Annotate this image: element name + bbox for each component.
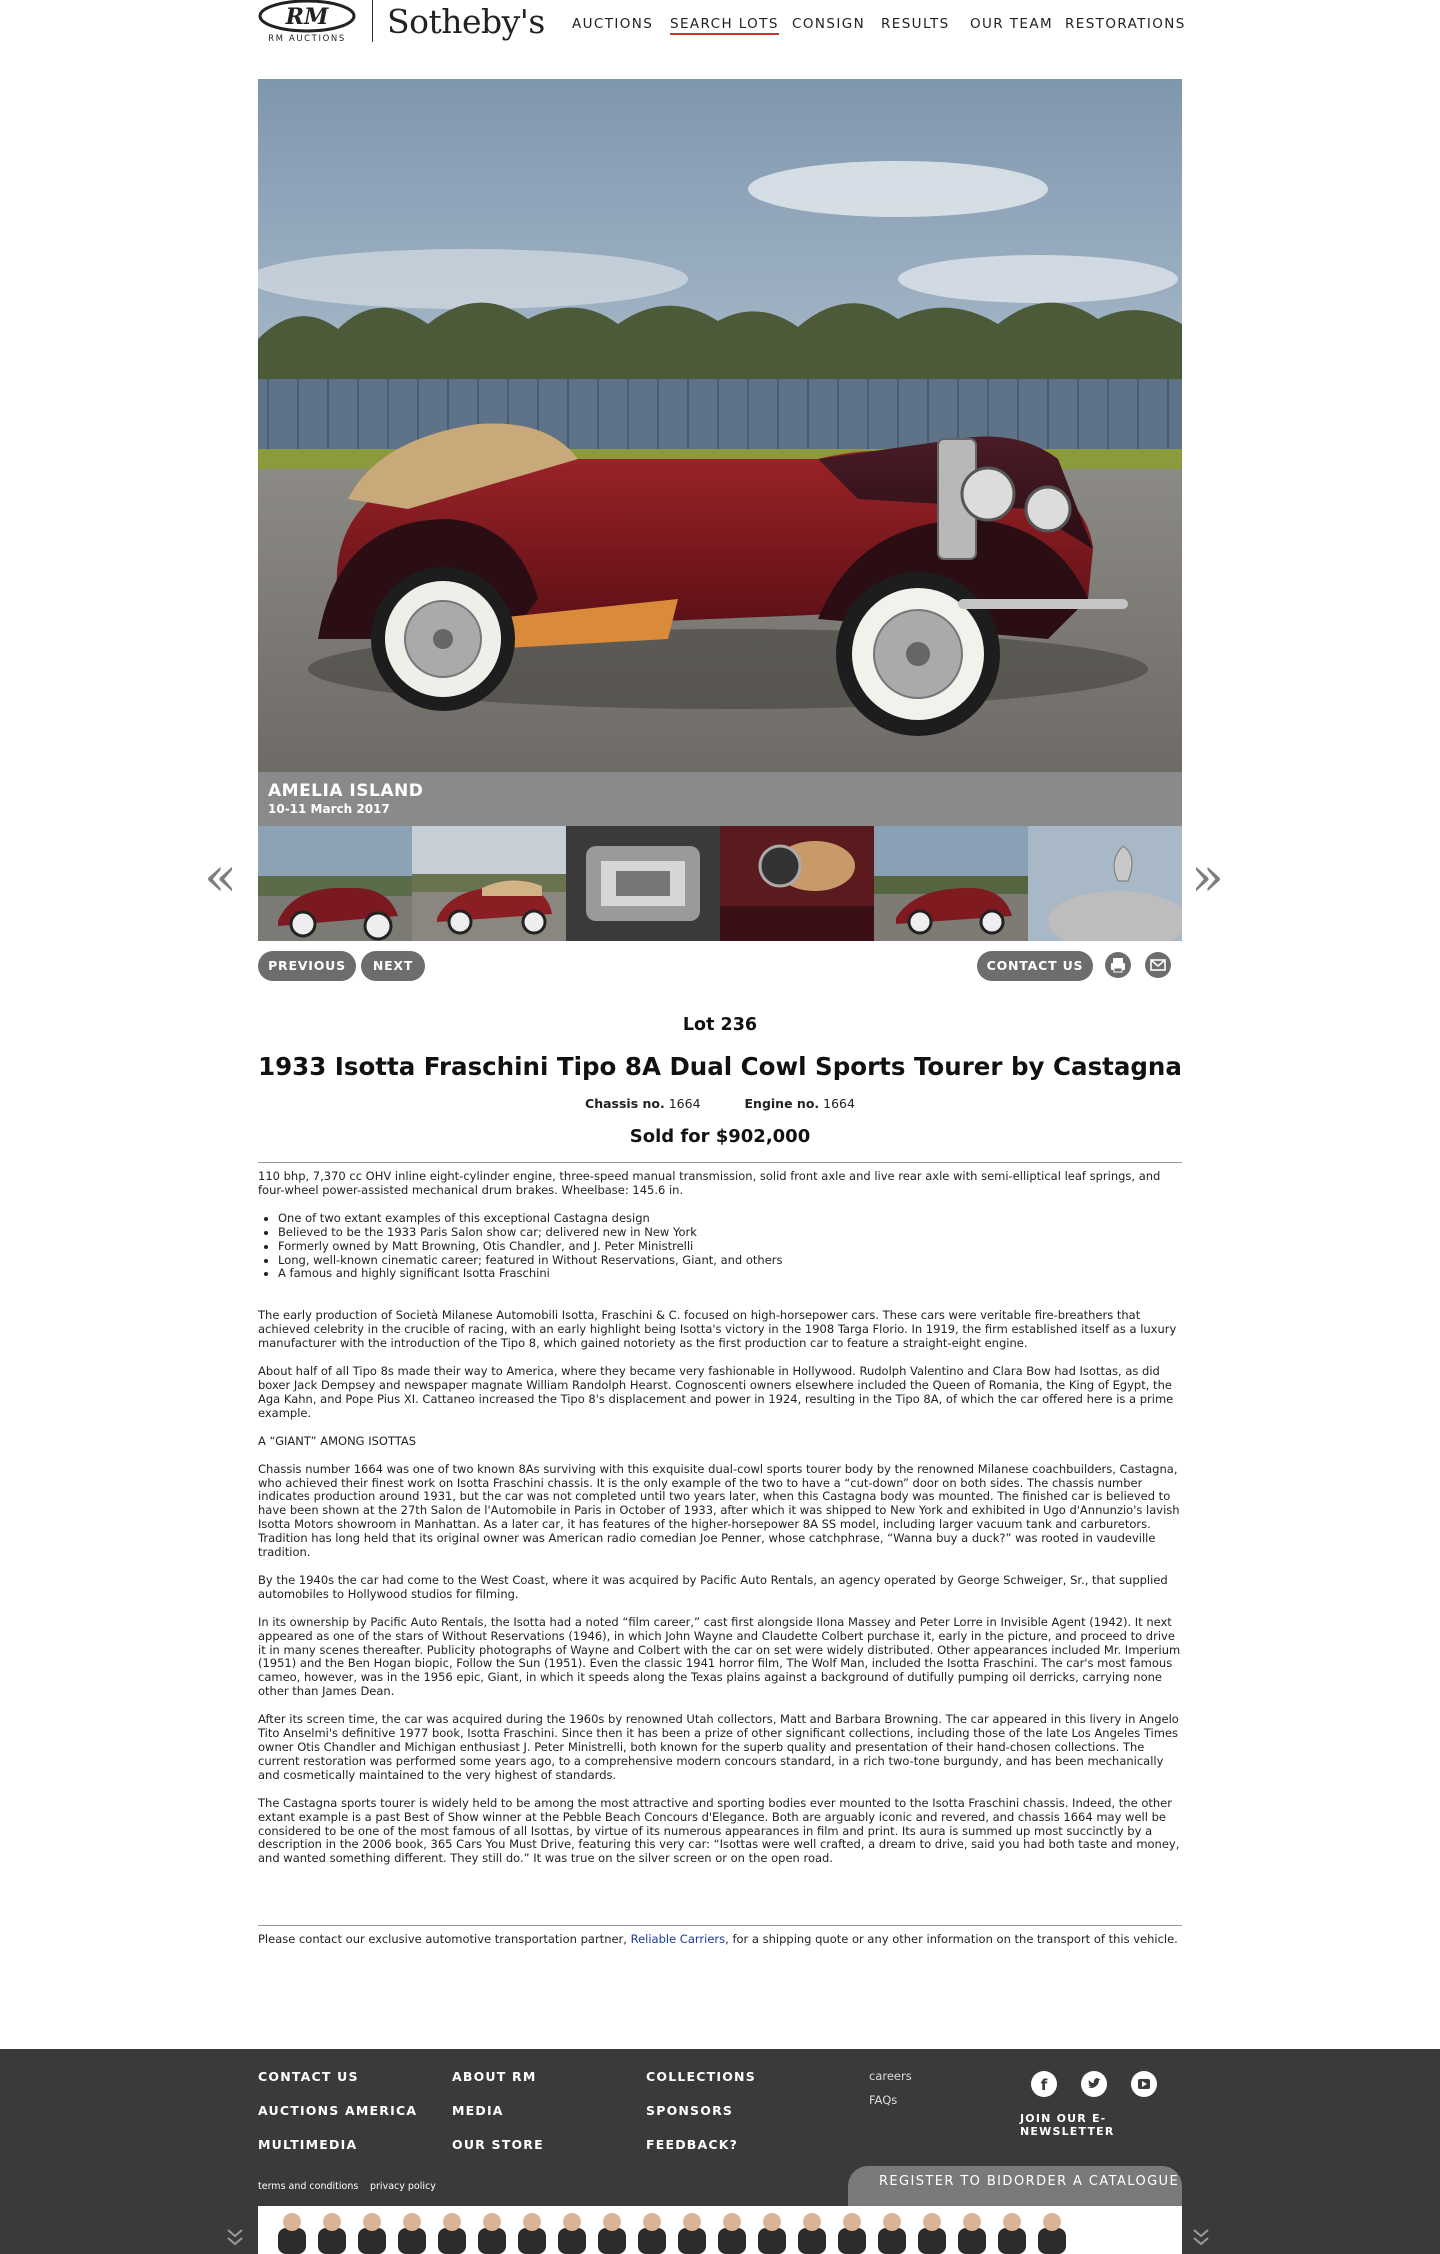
nav-restorations[interactable]: RESTORATIONS [1065, 16, 1186, 32]
logo-rm-letters: RM [285, 4, 329, 30]
lot-number: Lot 236 [682, 1015, 758, 1035]
sothebys-logo[interactable]: Sotheby's [387, 2, 545, 41]
team-next-arrow[interactable] [1192, 2224, 1210, 2253]
transport-text-before: Please contact our exclusive automotive transportation partner, [258, 1932, 631, 1946]
divider-top [258, 1162, 1182, 1163]
nav-our-team[interactable]: OUR TEAM [970, 16, 1054, 32]
contact-us-button[interactable]: CONTACT US [977, 951, 1093, 981]
facebook-icon[interactable] [1031, 2071, 1057, 2097]
footer-feedback[interactable]: FEEDBACK? [646, 2137, 739, 2152]
lot-title: 1933 Isotta Fraschini Tipo 8A Dual Cowl Sports Tourer by Castagna [258, 1052, 1182, 1081]
sale-caption-bar [258, 772, 1182, 826]
highlight-item: • Believed to be the 1933 Paris Salon show car; delivered new in New York [278, 1226, 1182, 1240]
footer-careers[interactable]: careers [869, 2069, 912, 2083]
description-paragraph: After its screen time, the car was acquired during the 1960s by renowned Utah collectors, Matt and Barbara Browning. The car appeared in this livery in Angelo Tito Anselmi's definitive 1977 book, Isotta Fraschini. Since then it has been a prize of other significant collections, including those of the late Los Angeles Times owner Otis Chandler and Michigan enthusiast J. Peter Ministrelli, both known for the superb quality and presentation of their hand-chosen collections. The current restoration was performed some years ago, to a comprehensive modern concours standard, in a rich two-tone burgundy, and has been mechanically and cosmetically maintained to the very highest of standards. [258, 1712, 1179, 1782]
chassis-value: 1664 [668, 1096, 701, 1111]
nav-results[interactable]: RESULTS [881, 16, 950, 32]
transport-text-after: , for a shipping quote or any other information on the transport of this vehicle. [725, 1932, 1178, 1946]
newsletter-line-1: JOIN OUR E- [1020, 2112, 1107, 2125]
highlights-list [258, 1212, 1182, 1282]
footer-auctions-america[interactable]: AUCTIONS AMERICA [258, 2103, 418, 2118]
team-photo-strip[interactable] [258, 2206, 1182, 2254]
logo-rm-subtitle: RM AUCTIONS [268, 34, 346, 44]
gallery-thumb-4[interactable] [720, 826, 874, 941]
divider-bottom [258, 1925, 1182, 1926]
gallery-thumb-5[interactable] [874, 826, 1028, 941]
chassis-label: Chassis no. [585, 1096, 665, 1111]
email-icon[interactable] [1145, 952, 1171, 978]
lot-description [258, 1170, 1182, 1880]
sale-name: AMELIA ISLAND [268, 781, 424, 801]
order-catalogue-button[interactable]: ORDER A CATALOGUE [1014, 2174, 1180, 2189]
footer-sponsors[interactable]: SPONSORS [646, 2103, 734, 2118]
sold-price: Sold for $902,000 [629, 1126, 811, 1147]
footer-our-store[interactable]: OUR STORE [452, 2137, 544, 2152]
footer-collections[interactable]: COLLECTIONS [646, 2069, 756, 2084]
description-paragraph: The early production of Società Milanese Automobili Isotta, Fraschini & C. focused on high-horsepower cars. These cars were veritable fire-breathers that achieved celebrity in the crucible of racing, with an early highlight being Isotta's victory in the 1908 Targa Florio. In 1919, the firm established itself as a luxury manufacturer with the introduction of the Tipo 8, which gained notoriety as the first production car to feature a straight-eight engine. [258, 1308, 1177, 1351]
youtube-icon[interactable] [1131, 2071, 1157, 2097]
footer-media[interactable]: MEDIA [452, 2103, 504, 2118]
spec-paragraph: 110 bhp, 7,370 cc OHV inline eight-cylinder engine, three-speed manual transmission, solid front axle and live rear axle with semi-elliptical leaf springs, and four-wheel power-assisted mechanical drum brakes. Wheelbase: 145.6 in. [258, 1169, 1161, 1197]
svg-text:f: f [1040, 2076, 1048, 2094]
hero-car-photo[interactable] [258, 79, 1182, 772]
next-button[interactable]: NEXT [361, 951, 425, 981]
description-paragraph: About half of all Tipo 8s made their way to America, where they became very fashionable in Hollywood. Rudolph Valentino and Clara Bow had Isottas, as did boxer Jack Dempsey and newspaper magnate William Randolph Hearst. Cognoscenti owners elsewhere included the Queen of Romania, the King of Egypt, the Aga Kahn, and Pope Pius XI. Cattaneo increased the Tipo 8's displacement and power in 1924, resulting in the Tipo 8A, of which the car offered here is a prime example. [258, 1364, 1174, 1420]
engine-label: Engine no. [744, 1096, 820, 1111]
register-to-bid-button[interactable]: REGISTER TO BID [879, 2174, 1014, 2189]
transport-note [258, 1932, 1182, 1946]
gallery-prev-arrow[interactable]: « [204, 845, 238, 908]
sale-dates: 10-11 March 2017 [268, 802, 390, 816]
logo-divider [372, 0, 373, 42]
highlight-item: • A famous and highly significant Isotta Fraschini [278, 1267, 1182, 1281]
terms-link[interactable]: terms and conditions [258, 2181, 359, 2192]
newsletter-line-2: NEWSLETTER [1020, 2125, 1115, 2138]
engine-value: 1664 [823, 1096, 855, 1111]
twitter-icon[interactable] [1081, 2071, 1107, 2097]
rm-auctions-logo[interactable] [258, 0, 356, 44]
reliable-carriers-link[interactable]: Reliable Carriers [630, 1932, 726, 1946]
previous-button[interactable]: PREVIOUS [258, 951, 356, 981]
footer-contact-us[interactable]: CONTACT US [258, 2069, 359, 2084]
gallery-thumb-3[interactable] [566, 826, 720, 941]
team-prev-arrow[interactable] [226, 2224, 244, 2253]
highlight-item: • One of two extant examples of this exceptional Castagna design [278, 1212, 1182, 1226]
nav-search-lots[interactable]: SEARCH LOTS [670, 16, 779, 35]
gallery-thumb-2[interactable] [412, 826, 566, 941]
highlight-item: • Long, well-known cinematic career; featured in Without Reservations, Giant, and others [278, 1254, 1182, 1268]
footer-multimedia[interactable]: MULTIMEDIA [258, 2137, 358, 2152]
nav-auctions[interactable]: AUCTIONS [572, 16, 654, 32]
section-heading: A “GIANT” AMONG ISOTTAS [258, 1433, 417, 1448]
gallery-thumb-6[interactable] [1028, 826, 1182, 941]
print-icon[interactable] [1105, 952, 1131, 978]
newsletter-signup[interactable] [1020, 2112, 1115, 2138]
description-paragraph: Chassis number 1664 was one of two known 8As surviving with this exquisite dual-cowl sports tourer body by the renowned Milanese coachbuilders, Castagna, who achieved their finest work on Isotta Fraschini chassis. It is the only example of the two to have a “cut-down” door on both sides. The chassis number indicates production around 1931, but the car was not completed until two years later, when this Castagna body was mounted. The finished car is believed to have been shown at the 27th Salon de l'Automobile in Paris in October of 1933, after which it was shipped to New York and exhibited in Ugo d'Annunzio's lavish Isotta Motors showroom in Manhattan. As a later car, it has features of the higher-horsepower 8A SS model, including larger vacuum tank and carburetors. Tradition has long held that its original owner was American radio comedian Joe Penner, whose catchphrase, “Wanna buy a duck?” was rooted in vaudeville tradition. [258, 1461, 1180, 1560]
description-paragraph: The Castagna sports tourer is widely held to be among the most attractive and sporting bodies ever mounted to the Isotta Fraschini chassis. Indeed, the other extant example is a past Best of Show winner at the Pebble Beach Concours d'Elegance. Both are arguably iconic and revered, and chassis 1664 may well be considered to be one of the most famous of all Isottas, by virtue of its numerous appearances in film and print. Its aura is summed up most succinctly by a description in the 2006 book, 365 Cars You Must Drive, featuring this very car: “Isottas were well crafted, a dream to drive, said you had both taste and money, and wanted something different. They still do.” It was true on the silver screen or on the open road. [258, 1795, 1180, 1866]
gallery-thumb-1[interactable] [258, 826, 412, 941]
description-paragraph: By the 1940s the car had come to the West Coast, where it was acquired by Pacific Auto Rentals, an agency operated by George Schweiger, Sr., that supplied automobiles to Hollywood studios for filming. [258, 1572, 1168, 1601]
footer-faqs[interactable]: FAQs [869, 2093, 898, 2107]
footer-about-rm[interactable]: ABOUT RM [452, 2069, 537, 2084]
gallery-next-arrow[interactable]: » [1191, 845, 1225, 908]
description-paragraph: In its ownership by Pacific Auto Rentals, the Isotta had a noted “film career,” cast first alongside Ilona Massey and Peter Lorre in Invisible Agent (1942). It next appeared as one of the stars of Without Reservations (1946), in which John Wayne and Claudette Colbert purchase it, early in the picture, and proceed to drive it in many scenes thereafter. Publicity photographs of Wayne and Colbert with the car on set were widely distributed. Other appearances included Mr. Imperium (1951) and the Ben Hogan biopic, Follow the Sun (1951). Even the classic 1941 horror film, The Wolf Man, included the Isotta Fraschini. The car's most famous cameo, however, was in the 1956 epic, Giant, in which it speeds along the Texas plains against a background of dutifully pumping oil derricks, carrying none other than James Dean. [258, 1614, 1181, 1699]
privacy-link[interactable]: privacy policy [370, 2181, 436, 2192]
nav-consign[interactable]: CONSIGN [792, 16, 866, 32]
chassis-engine-numbers [258, 1096, 1182, 1111]
highlight-item: • Formerly owned by Matt Browning, Otis Chandler, and J. Peter Ministrelli [278, 1240, 1182, 1254]
